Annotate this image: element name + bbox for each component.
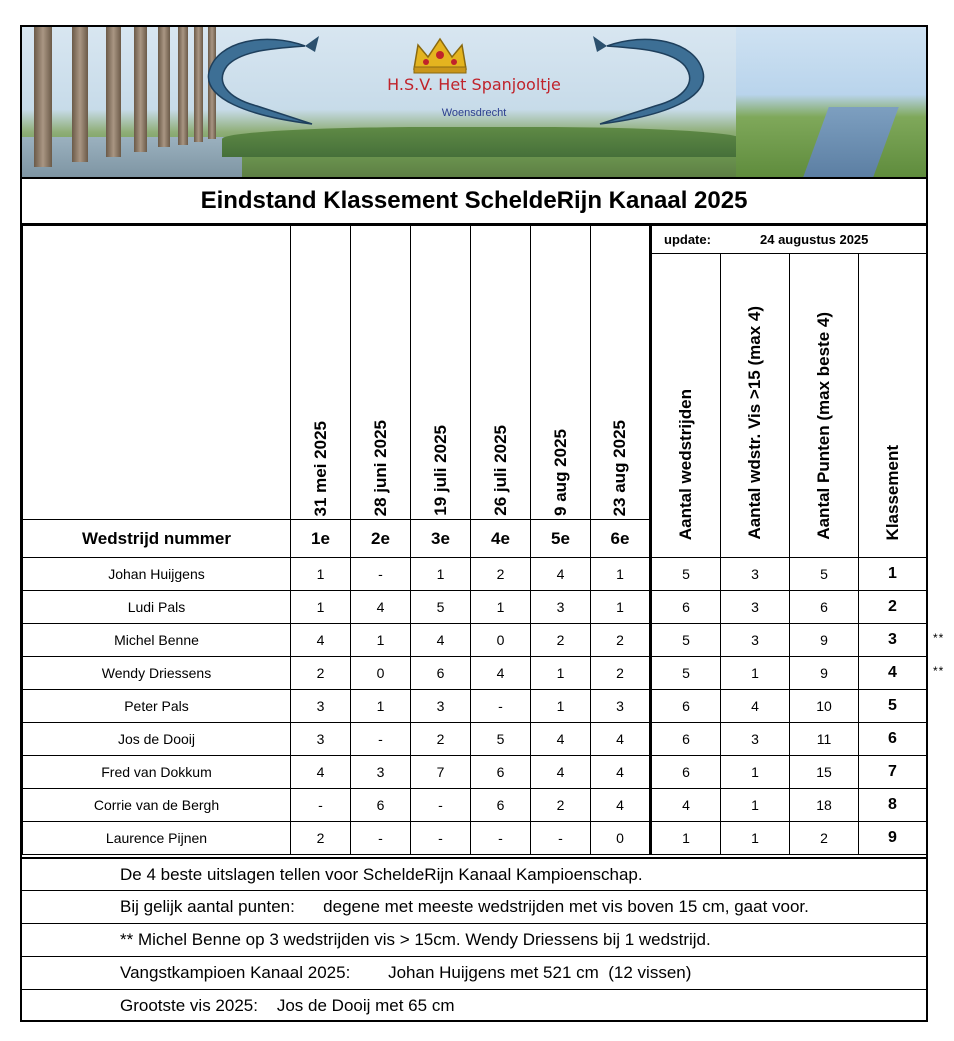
match-result: 2 (411, 723, 471, 756)
player-name: Laurence Pijnen (23, 822, 291, 855)
aantal-punten: 10 (790, 690, 859, 723)
aantal-punten: 11 (790, 723, 859, 756)
match-result: 4 (591, 723, 651, 756)
match-result: 3 (591, 690, 651, 723)
player-name: Ludi Pals (23, 591, 291, 624)
player-name: Fred van Dokkum (23, 756, 291, 789)
aantal-punten: 5 (790, 558, 859, 591)
wooden-post (72, 27, 88, 162)
match-result: - (411, 789, 471, 822)
match-result: 6 (411, 657, 471, 690)
update-line (651, 226, 927, 254)
date-header: 28 juni 2025 (351, 226, 411, 520)
match-result: 6 (471, 756, 531, 789)
match-result: 1 (591, 591, 651, 624)
crown-icon (410, 35, 470, 75)
match-result: 2 (291, 657, 351, 690)
match-result: 4 (411, 624, 471, 657)
aantal-punten: 9 (790, 624, 859, 657)
match-result: 4 (471, 657, 531, 690)
match-result: 3 (291, 690, 351, 723)
match-result: - (351, 723, 411, 756)
match-result: 6 (351, 789, 411, 822)
tie-mark: ** (933, 664, 945, 678)
aantal-wedstrijden: 1 (651, 822, 721, 855)
table-row (23, 822, 927, 855)
aantal-vis15: 1 (721, 789, 790, 822)
klassement-value: 9 (859, 822, 927, 855)
klassement-value: 8 (859, 789, 927, 822)
match-result: 4 (351, 591, 411, 624)
player-name: Wendy Driessens (23, 657, 291, 690)
table-row (23, 558, 927, 591)
match-result: 1 (291, 558, 351, 591)
match-result: 1 (591, 558, 651, 591)
player-name: Corrie van de Bergh (23, 789, 291, 822)
match-result: - (351, 558, 411, 591)
standings-table (22, 225, 927, 855)
klassement-value: 7 (859, 756, 927, 789)
match-result: 1 (351, 690, 411, 723)
table-row (23, 690, 927, 723)
aantal-wedstrijden: 5 (651, 558, 721, 591)
match-result: 2 (591, 624, 651, 657)
aantal-wedstrijden: 6 (651, 756, 721, 789)
aantal-wedstrijden-header: Aantal wedstrijden (651, 254, 721, 558)
match-result: 2 (531, 624, 591, 657)
player-name: Michel Benne (23, 624, 291, 657)
match-result: - (471, 690, 531, 723)
match-result: 4 (531, 723, 591, 756)
note-line: Vangstkampioen Kanaal 2025: Johan Huijgens met 521 cm (12 vissen) (22, 956, 926, 989)
match-result: 4 (531, 756, 591, 789)
match-result: - (351, 822, 411, 855)
player-name: Johan Huijgens (23, 558, 291, 591)
aantal-vis15: 1 (721, 657, 790, 690)
match-result: 2 (531, 789, 591, 822)
notes-section (22, 857, 926, 1022)
klassement-value: 3 (859, 624, 927, 657)
aantal-vis15: 3 (721, 558, 790, 591)
page-title: Eindstand Klassement ScheldeRijn Kanaal 2025 (22, 177, 926, 225)
aantal-wedstrijden: 5 (651, 624, 721, 657)
match-result: - (291, 789, 351, 822)
aantal-vis15: 3 (721, 591, 790, 624)
note-line: Grootste vis 2025: Jos de Dooij met 65 cm (22, 989, 926, 1022)
match-result: 2 (471, 558, 531, 591)
standings-sheet (20, 25, 928, 1022)
date-header: 19 juli 2025 (411, 226, 471, 520)
table-row (23, 789, 927, 822)
date-header: 23 aug 2025 (591, 226, 651, 520)
aantal-wedstrijden: 6 (651, 591, 721, 624)
player-name: Jos de Dooij (23, 723, 291, 756)
aantal-punten-header: Aantal Punten (max beste 4) (790, 254, 859, 558)
match-result: 4 (591, 789, 651, 822)
note-line: ** Michel Benne op 3 wedstrijden vis > 15cm. Wendy Driessens bij 1 wedstrijd. (22, 923, 926, 956)
update-date: 24 augustus 2025 (760, 232, 869, 247)
klassement-header: Klassement (859, 254, 927, 558)
match-result: 1 (411, 558, 471, 591)
klassement-value: 6 (859, 723, 927, 756)
match-result: 4 (591, 756, 651, 789)
club-name: H.S.V. Het Spanjooltje (387, 75, 561, 94)
match-result: 7 (411, 756, 471, 789)
match-result: 0 (591, 822, 651, 855)
klassement-value: 1 (859, 558, 927, 591)
aantal-vis15: 3 (721, 624, 790, 657)
aantal-wedstrijden: 4 (651, 789, 721, 822)
match-number: 5e (531, 520, 591, 558)
match-result: 4 (531, 558, 591, 591)
date-header: 31 mei 2025 (291, 226, 351, 520)
table-row (23, 624, 927, 657)
table-row (23, 723, 927, 756)
banner-canal (736, 27, 926, 177)
match-result: - (411, 822, 471, 855)
klassement-value: 4 (859, 657, 927, 690)
banner-water (22, 137, 242, 177)
match-result: 2 (591, 657, 651, 690)
match-result: - (531, 822, 591, 855)
klassement-value: 5 (859, 690, 927, 723)
aantal-vis15: 3 (721, 723, 790, 756)
aantal-punten: 2 (790, 822, 859, 855)
aantal-wedstrijden: 6 (651, 690, 721, 723)
aantal-wedstrijden: 5 (651, 657, 721, 690)
match-result: 1 (291, 591, 351, 624)
update-label: update: (664, 232, 711, 247)
aantal-vis15: 1 (721, 822, 790, 855)
match-number: 1e (291, 520, 351, 558)
match-result: 4 (291, 756, 351, 789)
table-row (23, 657, 927, 690)
match-result: 0 (471, 624, 531, 657)
match-result: 6 (471, 789, 531, 822)
match-result: 1 (471, 591, 531, 624)
note-line: Bij gelijk aantal punten: degene met meeste wedstrijden met vis boven 15 cm, gaat voor. (22, 890, 926, 923)
match-number: 4e (471, 520, 531, 558)
tie-mark: ** (933, 631, 945, 645)
match-result: 1 (531, 690, 591, 723)
aantal-wedstrijden: 6 (651, 723, 721, 756)
match-result: 0 (351, 657, 411, 690)
table-row (23, 591, 927, 624)
empty-header-cell (23, 226, 291, 520)
aantal-punten: 9 (790, 657, 859, 690)
match-result: 5 (471, 723, 531, 756)
match-number-label: Wedstrijd nummer (23, 520, 291, 558)
match-result: - (471, 822, 531, 855)
match-result: 3 (411, 690, 471, 723)
note-line: De 4 beste uitslagen tellen voor ScheldeRijn Kanaal Kampioenschap. (22, 857, 926, 890)
date-header: 26 juli 2025 (471, 226, 531, 520)
club-place: Woensdrecht (441, 107, 507, 119)
player-name: Peter Pals (23, 690, 291, 723)
aantal-vis15: 1 (721, 756, 790, 789)
match-number: 2e (351, 520, 411, 558)
match-result: 3 (351, 756, 411, 789)
aantal-punten: 15 (790, 756, 859, 789)
aantal-vis15: 4 (721, 690, 790, 723)
match-result: 4 (291, 624, 351, 657)
match-number: 6e (591, 520, 651, 558)
header-banner (22, 27, 926, 177)
match-result: 3 (531, 591, 591, 624)
match-result: 2 (291, 822, 351, 855)
aantal-wdstr-vis-header: Aantal wdstr. Vis >15 (max 4) (721, 254, 790, 558)
match-result: 1 (531, 657, 591, 690)
match-result: 3 (291, 723, 351, 756)
aantal-punten: 6 (790, 591, 859, 624)
klassement-value: 2 (859, 591, 927, 624)
match-result: 5 (411, 591, 471, 624)
match-number: 3e (411, 520, 471, 558)
table-row (23, 756, 927, 789)
match-result: 1 (351, 624, 411, 657)
aantal-punten: 18 (790, 789, 859, 822)
banner-reeds (222, 127, 742, 157)
date-header: 9 aug 2025 (531, 226, 591, 520)
wooden-post (34, 27, 52, 167)
